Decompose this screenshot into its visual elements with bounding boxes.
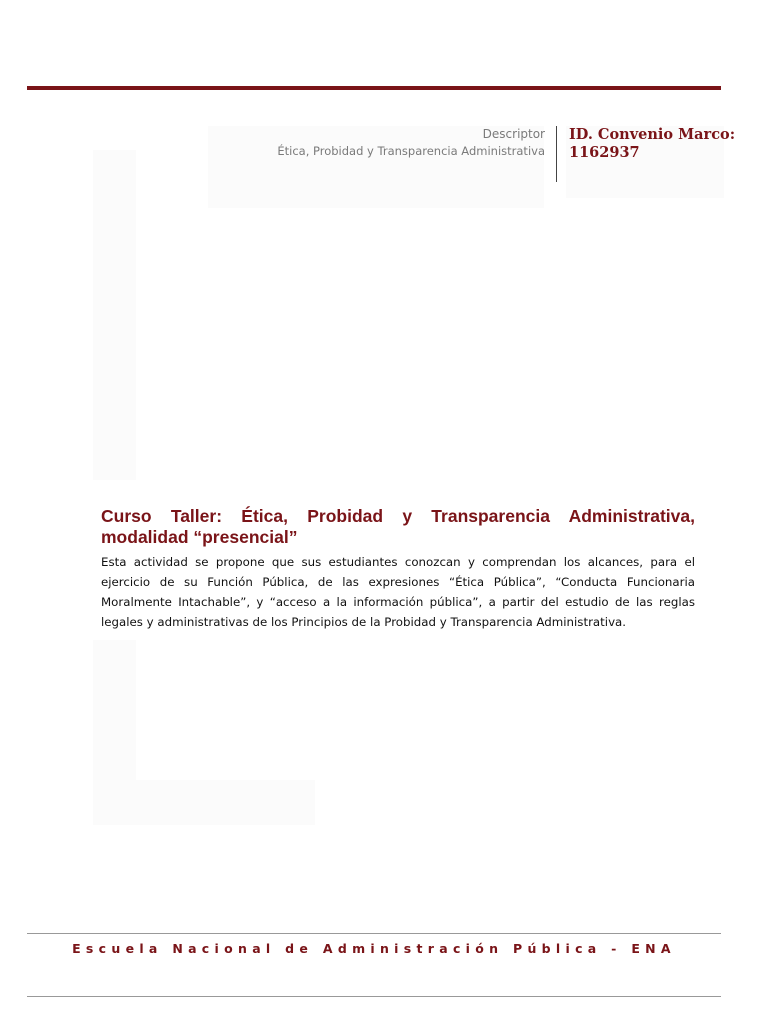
convenio-id: 1162937	[569, 144, 640, 161]
footer-rule-bottom	[27, 996, 721, 997]
course-description: Esta actividad se propone que sus estudiantes conozcan y comprendan los alcances, para el ejercicio de su Función Pública, de las expresiones “Ética Pública”, “Conducta Funcionaria Moralmente Intachable”, y “acceso a la información pública”, a partir del estudio de las reglas legales y administrativas de los Principios de la Probidad y Transparencia Administrativa.	[101, 555, 695, 629]
course-title: Curso Taller: Ética, Probidad y Transparencia Administrativa, modalidad “presencial”	[101, 506, 695, 547]
course-section	[101, 506, 695, 632]
header-divider	[556, 126, 557, 182]
background-bar	[93, 150, 136, 480]
header-rule	[27, 86, 721, 90]
descriptor-title: Ética, Probidad y Transparencia Administrativa	[277, 144, 545, 158]
footer-institution: Escuela Nacional de Administración Pública - ENA	[72, 941, 676, 956]
descriptor-block	[277, 126, 545, 160]
convenio-label: ID. Convenio Marco:	[569, 126, 736, 143]
descriptor-label: Descriptor	[482, 127, 545, 141]
background-panel	[93, 780, 315, 825]
convenio-block	[569, 126, 735, 162]
footer-rule-top	[27, 933, 721, 934]
background-bar	[93, 640, 136, 780]
